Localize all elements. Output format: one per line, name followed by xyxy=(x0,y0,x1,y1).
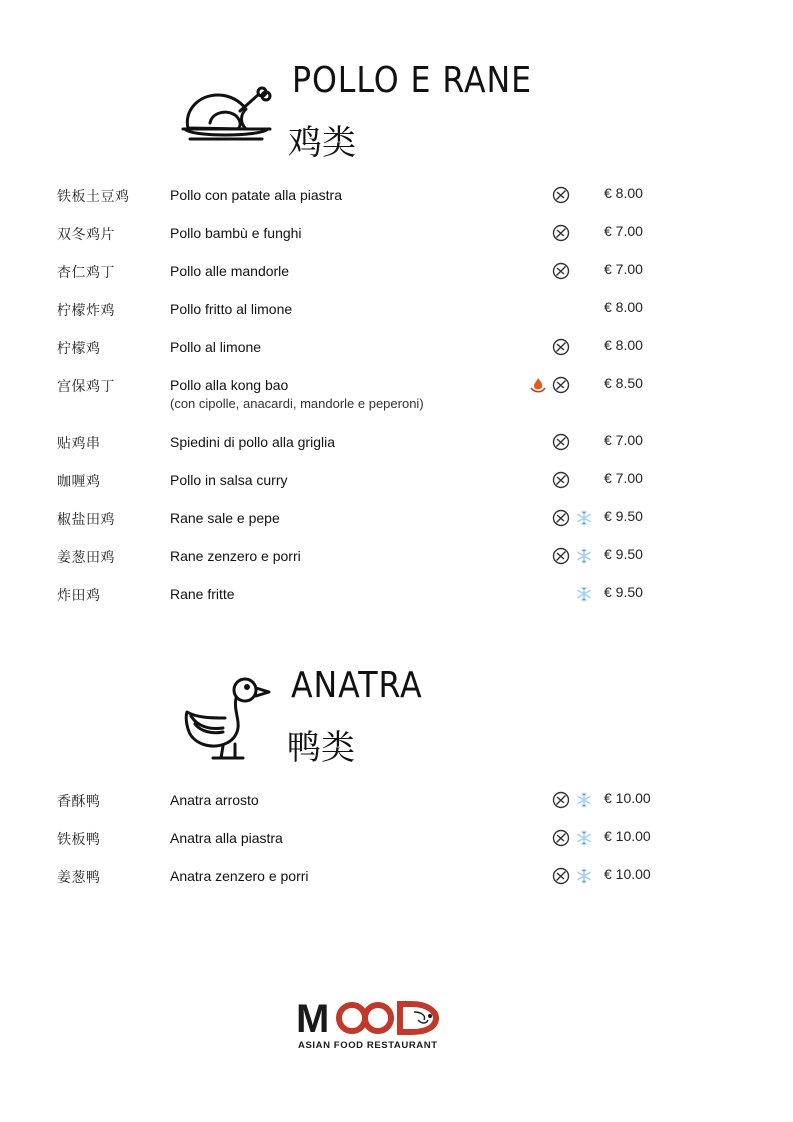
dish-price: € 7.00 xyxy=(604,261,643,277)
section-title-it: ANATRA xyxy=(291,665,423,706)
gluten-free-icon xyxy=(552,376,570,394)
dish-name-zh: 铁板鸭 xyxy=(57,832,101,848)
snowflake-icon xyxy=(575,867,593,885)
dish-description: (con cipolle, anacardi, mandorle e peperoni) xyxy=(170,396,424,411)
dish-name: Pollo in salsa curry xyxy=(170,472,288,488)
menu-item xyxy=(0,791,793,821)
dish-name-zh: 杏仁鸡丁 xyxy=(57,265,115,281)
gluten-free-icon xyxy=(552,509,570,527)
dish-price: € 10.00 xyxy=(604,828,651,844)
menu-item xyxy=(0,509,793,539)
dish-name: Rane zenzero e porri xyxy=(170,548,301,564)
dish-name: Spiedini di pollo alla griglia xyxy=(170,434,335,450)
dish-name: Rane sale e pepe xyxy=(170,510,280,526)
gluten-free-icon xyxy=(552,338,570,356)
gluten-free-icon xyxy=(552,829,570,847)
dish-name-zh: 姜葱鸭 xyxy=(57,870,101,886)
snowflake-icon xyxy=(575,547,593,565)
menu-item xyxy=(0,224,793,254)
dish-name-zh: 椒盐田鸡 xyxy=(57,512,115,528)
menu-item xyxy=(0,867,793,897)
dish-name-zh: 宫保鸡丁 xyxy=(57,379,115,395)
duck-icon xyxy=(183,672,273,764)
dish-name: Anatra zenzero e porri xyxy=(170,868,309,884)
menu-item xyxy=(0,433,793,463)
menu-item xyxy=(0,262,793,292)
gluten-free-icon xyxy=(552,471,570,489)
dish-price: € 7.00 xyxy=(604,432,643,448)
dish-price: € 10.00 xyxy=(604,866,651,882)
dish-name-zh: 柠檬炸鸡 xyxy=(57,303,115,319)
roast-chicken-icon xyxy=(180,83,275,145)
dish-name: Pollo bambù e funghi xyxy=(170,225,302,241)
svg-text:M: M xyxy=(296,997,330,1040)
dish-price: € 8.00 xyxy=(604,185,643,201)
section-title-it: POLLO E RANE xyxy=(292,60,532,101)
dish-price: € 10.00 xyxy=(604,790,651,806)
dish-name-zh: 贴鸡串 xyxy=(57,436,101,452)
menu-item xyxy=(0,186,793,216)
dish-price: € 9.50 xyxy=(604,546,643,562)
dish-name: Pollo con patate alla piastra xyxy=(170,187,342,203)
section-title-zh: 鸡类 xyxy=(288,123,356,163)
gluten-free-icon xyxy=(552,186,570,204)
dish-name: Pollo alle mandorle xyxy=(170,263,290,279)
dish-price: € 8.50 xyxy=(604,375,643,391)
menu-item xyxy=(0,376,793,424)
section-title-zh: 鸭类 xyxy=(287,728,355,768)
dish-name: Anatra alla piastra xyxy=(170,830,283,846)
dish-price: € 9.50 xyxy=(604,584,643,600)
menu-item xyxy=(0,338,793,368)
dish-name-zh: 咖喱鸡 xyxy=(57,474,101,490)
dish-name-zh: 铁板土豆鸡 xyxy=(57,189,130,205)
dish-price: € 7.00 xyxy=(604,223,643,239)
menu-item xyxy=(0,829,793,859)
logo-mark xyxy=(290,990,450,1040)
gluten-free-icon xyxy=(552,224,570,242)
menu-item xyxy=(0,300,793,330)
dish-name-zh: 姜葱田鸡 xyxy=(57,550,115,566)
dish-price: € 8.00 xyxy=(604,299,643,315)
snowflake-icon xyxy=(575,791,593,809)
snowflake-icon xyxy=(575,829,593,847)
restaurant-logo xyxy=(290,990,450,1060)
gluten-free-icon xyxy=(552,791,570,809)
dish-name: Pollo al limone xyxy=(170,339,262,355)
logo-subtitle: ASIAN FOOD RESTAURANT xyxy=(298,1040,438,1051)
snowflake-icon xyxy=(575,509,593,527)
spicy-chili-icon xyxy=(529,376,547,394)
dish-name: Rane fritte xyxy=(170,586,235,602)
dish-name-zh: 柠檬鸡 xyxy=(57,341,101,357)
menu-item xyxy=(0,471,793,501)
gluten-free-icon xyxy=(552,547,570,565)
dish-name: Pollo alla kong bao xyxy=(170,377,289,393)
dish-price: € 9.50 xyxy=(604,508,643,524)
dish-name-zh: 炸田鸡 xyxy=(57,588,101,604)
dish-name: Anatra arrosto xyxy=(170,792,259,808)
snowflake-icon xyxy=(575,585,593,603)
dish-name-zh: 香酥鸭 xyxy=(57,794,101,810)
menu-item xyxy=(0,585,793,615)
dish-price: € 7.00 xyxy=(604,470,643,486)
dish-price: € 8.00 xyxy=(604,337,643,353)
gluten-free-icon xyxy=(552,262,570,280)
dish-name: Pollo fritto al limone xyxy=(170,301,293,317)
dish-name-zh: 双冬鸡片 xyxy=(57,227,115,243)
gluten-free-icon xyxy=(552,433,570,451)
menu-item xyxy=(0,547,793,577)
gluten-free-icon xyxy=(552,867,570,885)
